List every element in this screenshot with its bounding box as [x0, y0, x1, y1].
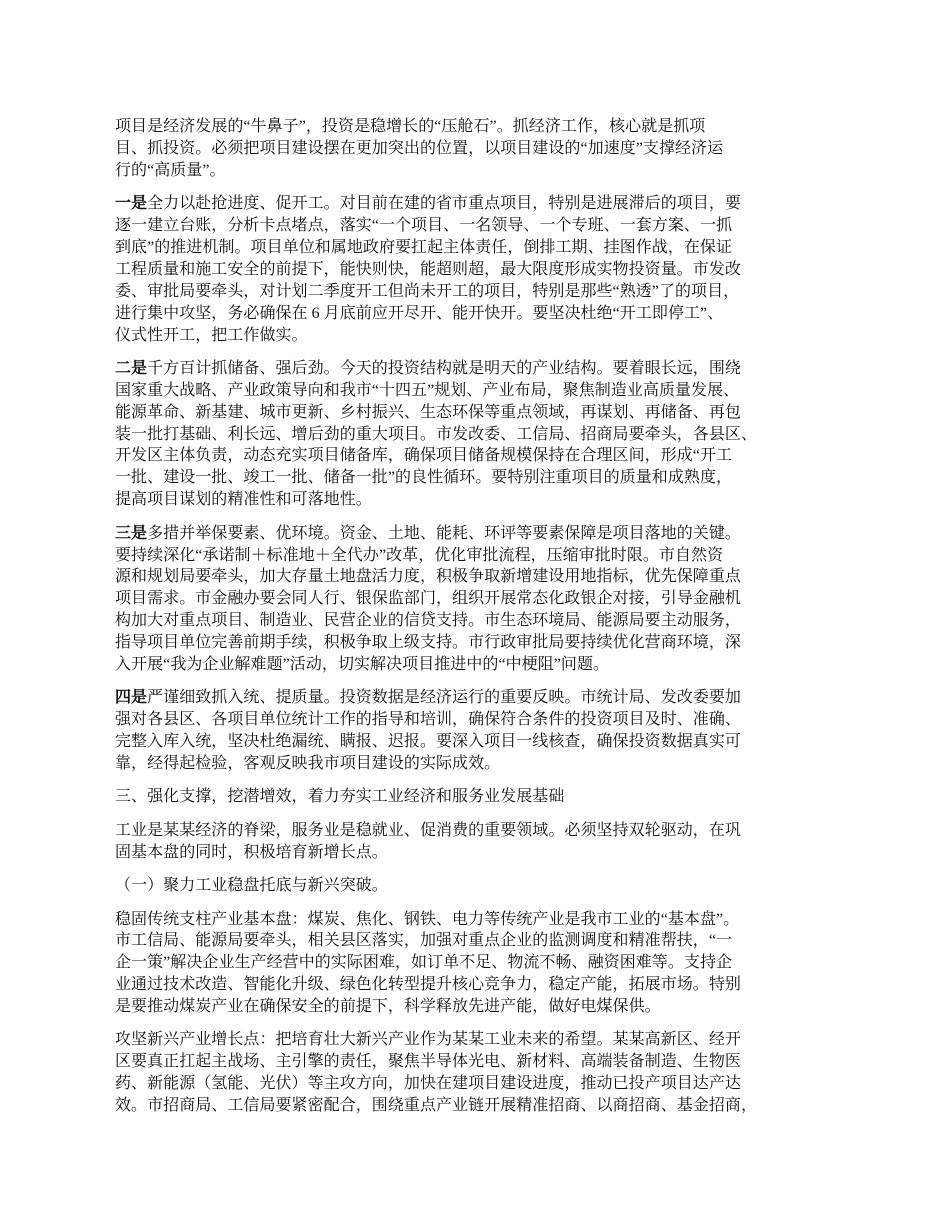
text-line	[115, 786, 845, 808]
text-line	[115, 820, 845, 842]
text-line	[115, 116, 845, 138]
text-line	[115, 445, 845, 467]
text-line	[115, 753, 845, 775]
text-line	[115, 1073, 845, 1095]
line-text: 三、强化支撑，挖潜增效，着力夯实工业经济和服务业发展基础	[115, 788, 565, 806]
line-text: 装一批打基础、利长远、增后劲的重大项目。市发改委、工信局、招商局要牵头，各县区、	[115, 425, 758, 443]
text-line	[115, 193, 845, 215]
text-line	[115, 632, 845, 654]
paragraph	[115, 909, 845, 1018]
text-line	[115, 215, 845, 237]
line-text: 能源革命、新基建、城市更新、乡村振兴、生态环保等重点领域，再谋划、再储备、再包	[115, 403, 741, 421]
text-line	[115, 523, 845, 545]
line-text: 项目是经济发展的“牛鼻子”，投资是稳增长的“压舱石”。抓经济工作，核心就是抓项	[115, 118, 706, 135]
text-line	[115, 974, 845, 996]
paragraph-lead: 四是	[115, 689, 148, 707]
text-line	[115, 259, 845, 281]
text-line	[115, 1029, 845, 1051]
text-line	[115, 424, 845, 446]
line-text: 入开展“我为企业解难题”活动，切实解决项目推进中的“中梗阻”问题。	[115, 655, 610, 673]
line-text: 完整入库入统，坚决杜绝漏统、瞒报、迟报。要深入项目一线核查，确保投资数据真实可	[115, 733, 741, 751]
line-text: 工业是某某经济的脊梁，服务业是稳就业、促消费的重要领域。必须坚持双轮驱动，在巩	[115, 821, 741, 839]
line-text: 多措并举保要素、优环境。资金、土地、能耗、环评等要素保障是项目落地的关键。	[147, 524, 741, 542]
line-text: （一）聚力工业稳盘托底与新兴突破。	[115, 877, 388, 895]
line-text: 强对各县区、各项目单位统计工作的指导和培训，确保符合条件的投资项目及时、准确、	[115, 711, 741, 729]
line-text: 区要真正扛起主战场、主引擎的责任，聚焦半导体光电、新材料、高端装备制造、生物医	[115, 1053, 741, 1071]
text-line	[115, 402, 845, 424]
line-text: 工程质量和施工安全的前提下，能快则快，能超则超，最大限度形成实物投资量。市发改	[115, 260, 741, 278]
paragraph	[115, 875, 845, 897]
line-text: 一批、建设一批、竣工一批、储备一批”的良性循环。要特别注重项目的质量和成熟度，	[115, 469, 733, 487]
paragraph	[115, 358, 845, 511]
paragraph	[115, 1029, 845, 1117]
line-text: 药、新能源（氢能、光伏）等主攻方向，加快在建项目建设进度，推动已投产项目达产达	[115, 1075, 741, 1093]
text-line	[115, 380, 845, 402]
line-text: 目、抓投资。必须把项目建设摆在更加突出的位置，以项目建设的“加速度”支撑经济运	[115, 139, 724, 157]
line-text: 稳固传统支柱产业基本盘：煤炭、焦化、钢铁、电力等传统产业是我市工业的“基本盘”。	[115, 910, 740, 928]
line-text: 构加大对重点项目、制造业、民营企业的信贷支持。市生态环境局、能源局要主动服务，	[115, 612, 741, 630]
text-line	[115, 358, 845, 380]
text-line	[115, 654, 845, 676]
line-text: 企一策”解决企业生产经营中的实际困难，如订单不足、物流不畅、融资困难等。支持企	[115, 954, 733, 972]
text-line	[115, 160, 845, 182]
line-text: 源和规划局要牵头，加大存量土地盘活力度，积极争取新增建设用地指标，优先保障重点	[115, 568, 741, 586]
text-line	[115, 138, 845, 160]
text-line	[115, 842, 845, 864]
paragraph	[115, 116, 845, 182]
paragraph	[115, 523, 845, 676]
line-text: 指导项目单位完善前期手续，积极争取上级支持。市行政审批局要持续优化营商环境，深	[115, 634, 741, 652]
line-text: 国家重大战略、产业政策导向和我市“十四五”规划、产业布局，聚焦制造业高质量发展、	[115, 381, 740, 399]
line-text: 委、审批局要牵头，对计划二季度开工但尚未开工的项目，特别是那些“熟透”了的项目，	[115, 282, 740, 300]
text-line	[115, 875, 845, 897]
line-text: 市工信局、能源局要牵头，相关县区落实，加强对重点企业的监测调度和精准帮扶，“一	[115, 932, 733, 950]
paragraph	[115, 820, 845, 864]
line-text: 是要推动煤炭产业在确保安全的前提下，科学释放先进产能，做好电煤保供。	[115, 998, 661, 1016]
text-line	[115, 687, 845, 709]
line-text: 千方百计抓储备、强后劲。今天的投资结构就是明天的产业结构。要着眼长远，围绕	[147, 359, 741, 377]
text-line	[115, 467, 845, 489]
text-line	[115, 610, 845, 632]
line-text: 效。市招商局、工信局要紧密配合，围绕重点产业链开展精准招商、以商招商、基金招商，	[115, 1097, 758, 1115]
text-line	[115, 909, 845, 931]
text-line	[115, 952, 845, 974]
text-line	[115, 281, 845, 303]
text-line	[115, 709, 845, 731]
line-text: 项目需求。市金融办要会同人行、银保监部门，组织开展常态化政银企对接，引导金融机	[115, 590, 741, 608]
line-text: 进行集中攻坚，务必确保在 6 月底前应开尽开、能开快开。要坚决杜绝“开工即停工”、	[115, 304, 724, 322]
text-line	[115, 1051, 845, 1073]
text-line	[115, 930, 845, 952]
paragraph-lead: 三是	[115, 524, 148, 542]
line-text: 行的“高质量”。	[115, 161, 226, 179]
line-text: 业通过技术改造、智能化升级、绿色化转型提升核心竞争力，稳定产能，拓展市场。特别	[115, 976, 741, 994]
line-text: 靠，经得起检验，客观反映我市项目建设的实际成效。	[115, 755, 501, 773]
text-line	[115, 1095, 845, 1117]
text-line	[115, 303, 845, 325]
text-line	[115, 325, 845, 347]
line-text: 逐一建立台账，分析卡点堵点，落实“一个项目、一名领导、一个专班、一套方案、一抓	[115, 217, 733, 235]
line-text: 仪式性开工，把工作做实。	[115, 326, 308, 344]
line-text: 攻坚新兴产业增长点：把培育壮大新兴产业作为某某工业未来的希望。某某高新区、经开	[115, 1031, 741, 1049]
text-line	[115, 237, 845, 259]
line-text: 严谨细致抓入统、提质量。投资数据是经济运行的重要反映。市统计局、发改委要加	[147, 689, 741, 707]
line-text: 开发区主体负责，动态充实项目储备库，确保项目储备规模保持在合理区间，形成“开工	[115, 447, 733, 465]
text-line	[115, 996, 845, 1018]
paragraph	[115, 687, 845, 775]
text-line	[115, 566, 845, 588]
line-text: 固基本盘的同时，积极培育新增长点。	[115, 843, 388, 861]
paragraph-lead: 一是	[115, 195, 148, 213]
line-text: 全力以赴抢进度、促开工。对目前在建的省市重点项目，特别是进展滞后的项目，要	[147, 195, 741, 213]
text-line	[115, 545, 845, 567]
line-text: 要持续深化“承诺制＋标准地＋全代办”改革，优化审批流程，压缩审批时限。市自然资	[115, 546, 724, 564]
text-line	[115, 731, 845, 753]
document-body	[115, 116, 845, 1129]
text-line	[115, 489, 845, 511]
paragraph	[115, 193, 845, 346]
paragraph	[115, 786, 845, 808]
line-text: 到底”的推进机制。项目单位和属地政府要扛起主体责任，倒排工期、挂图作战，在保证	[115, 238, 733, 256]
line-text: 提高项目谋划的精准性和可落地性。	[115, 491, 372, 509]
text-line	[115, 588, 845, 610]
paragraph-lead: 二是	[115, 359, 148, 377]
